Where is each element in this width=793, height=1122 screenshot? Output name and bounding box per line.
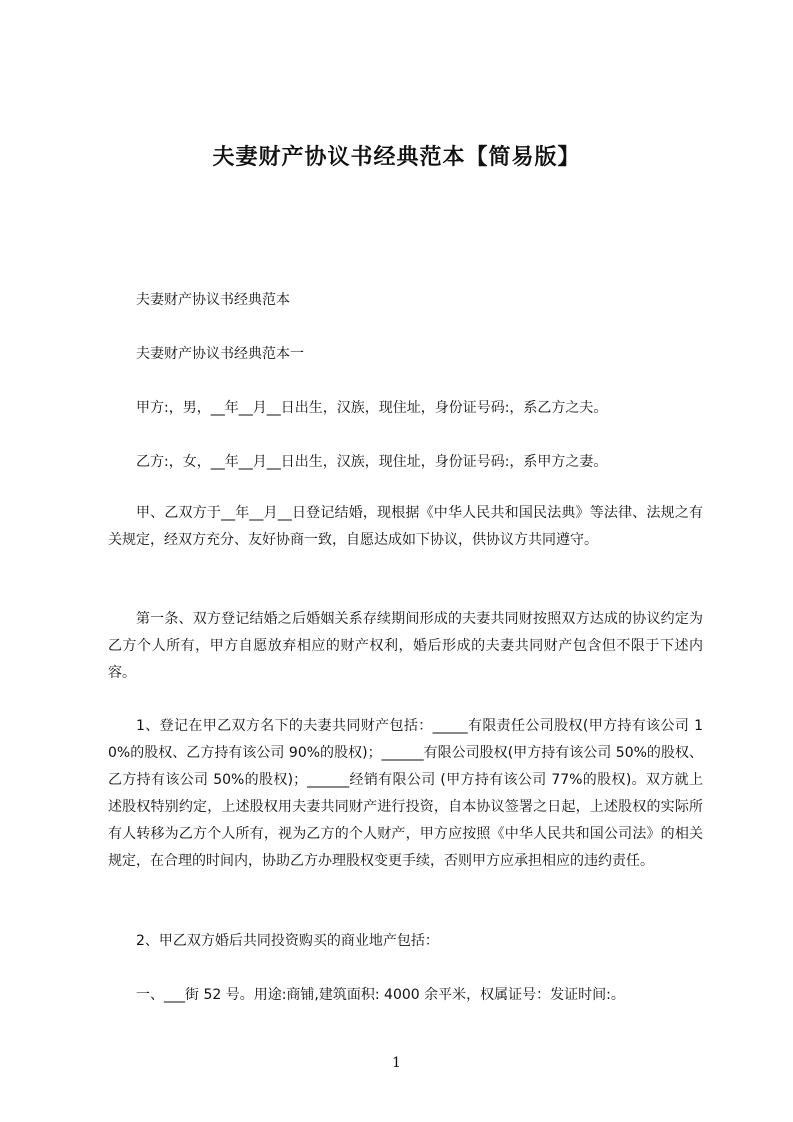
document-title: 夫妻财产协议书经典范本【简易版】 [212,145,581,170]
page-number: 1 [392,1055,401,1071]
party-b-line: 乙方:，女，__年__月__日出生，汉族，现住址，身份证号码:，系甲方之妻。 [136,454,608,470]
document-subtitle: 夫妻财产协议书经典范本 [136,292,290,308]
property-1-paragraph: 一、___街 52 号。用途:商铺,建筑面积: 4000 余平米，权属证号：发证时间:。 [136,987,625,1003]
item-2-paragraph: 2、甲乙双方婚后共同投资购买的商业地产包括： [136,933,439,949]
article-1-paragraph: 第一条、双方登记结婚之后婚姻关系存续期间形成的夫妻共同财按照双方达成的协议约定为乙方个人所有，甲方自愿放弃相应的财产权利，婚后形成的夫妻共同财产包含但不限于下述内容。 [108,611,703,681]
section-heading: 夫妻财产协议书经典范本一 [136,346,304,362]
intro-paragraph: 甲、乙双方于__年__月__日登记结婚，现根据《中华人民共和国民法典》等法律、法规之有关规定，经双方充分、友好协商一致，自愿达成如下协议，供协议方共同遵守。 [108,505,703,548]
party-a-line: 甲方:，男，__年__月__日出生，汉族，现住址，身份证号码:，系乙方之夫。 [136,400,608,416]
item-1-paragraph: 1、登记在甲乙双方名下的夫妻共同财产包括：_____有限责任公司股权(甲方持有该公司 10%的股权、乙方持有该公司 90%的股权)；______有限公司股权(甲方持有该公司 50%的股权、乙方持有该公司 50%的股权)；______经销有限公司 (甲方持有该公司 77%的股权)。双方就上述股权特别约定，上述股权用夫妻共同财产进行投资，自本协议签署之日起，上述股权的实际所有人转移为乙方个人所有，视为乙方的个人财产，甲方应按照《中华人民共和国公司法》的相关规定，在合理的时间内，协助乙方办理股权变更手续，否则甲方应承担相应的违约责任。 [108,718,703,869]
